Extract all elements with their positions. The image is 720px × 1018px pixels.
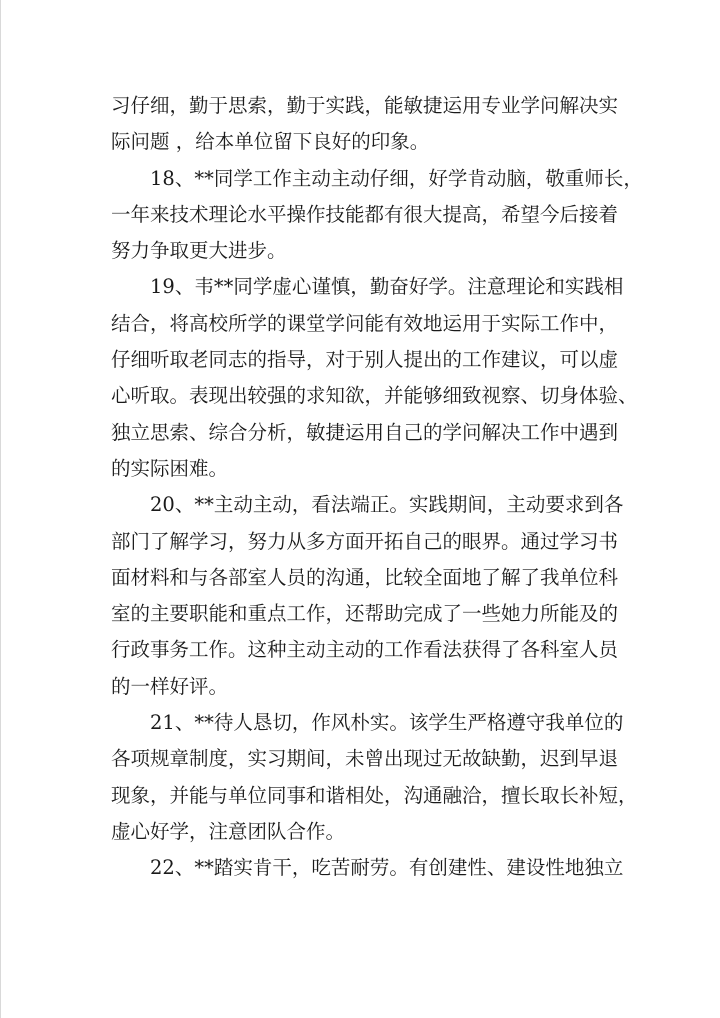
text-line: 行政事务工作。这种主动主动的工作看法获得了各科室人员 bbox=[111, 638, 619, 662]
paragraph-start-line: 20、**主动主动，看法端正。实践期间，主动要求到各 bbox=[150, 493, 624, 517]
paragraph-start-line: 18、**同学工作主动主动仔细，好学肯动脑，敬重师长， bbox=[150, 166, 643, 190]
text-line: 面材料和与各部室人员的沟通，比较全面地了解了我单位科 bbox=[111, 565, 619, 589]
paragraph-start-line: 21、**待人恳切，作风朴实。该学生严格遵守我单位的 bbox=[150, 711, 624, 735]
text-line: 的实际困难。 bbox=[111, 456, 229, 480]
text-line: 各项规章制度，实习期间，未曾出现过无故缺勤，迟到早退 bbox=[111, 747, 619, 771]
paragraph-start-line: 19、韦**同学虚心谨慎，勤奋好学。注意理论和实践相 bbox=[150, 275, 624, 299]
text-line: 心听取。表现出较强的求知欲，并能够细致视察、切身体验、 bbox=[111, 384, 638, 408]
text-line: 室的主要职能和重点工作，还帮助完成了一些她力所能及的 bbox=[111, 602, 619, 626]
text-line: 习仔细，勤于思索，勤于实践，能敏捷运用专业学问解决实 bbox=[111, 94, 619, 117]
text-line: 虚心好学，注意团队合作。 bbox=[111, 819, 346, 843]
text-line: 的一样好评。 bbox=[111, 674, 229, 698]
text-line: 际问题 ，给本单位留下良好的印象。 bbox=[111, 130, 430, 154]
text-line: 一年来技术理论水平操作技能都有很大提高，希望今后接着 bbox=[111, 202, 619, 226]
text-line: 结合，将高校所学的课堂学问能有效地运用于实际工作中， bbox=[111, 311, 619, 335]
text-line: 现象，并能与单位同事和谐相处，沟通融洽，擅长取长补短， bbox=[111, 783, 638, 807]
body-text bbox=[111, 88, 643, 887]
paragraph-start-line: 22、**踏实肯干，吃苦耐劳。有创建性、建设性地独立 bbox=[150, 856, 624, 880]
text-line: 努力争取更大进步。 bbox=[111, 239, 287, 263]
text-line: 独立思索、综合分析，敏捷运用自己的学问解决工作中遇到 bbox=[111, 420, 619, 444]
text-line: 部门了解学习，努力从多方面开拓自己的眼界。通过学习书 bbox=[111, 529, 619, 553]
text-line: 仔细听取老同志的指导，对于别人提出的工作建议，可以虚 bbox=[111, 348, 619, 372]
